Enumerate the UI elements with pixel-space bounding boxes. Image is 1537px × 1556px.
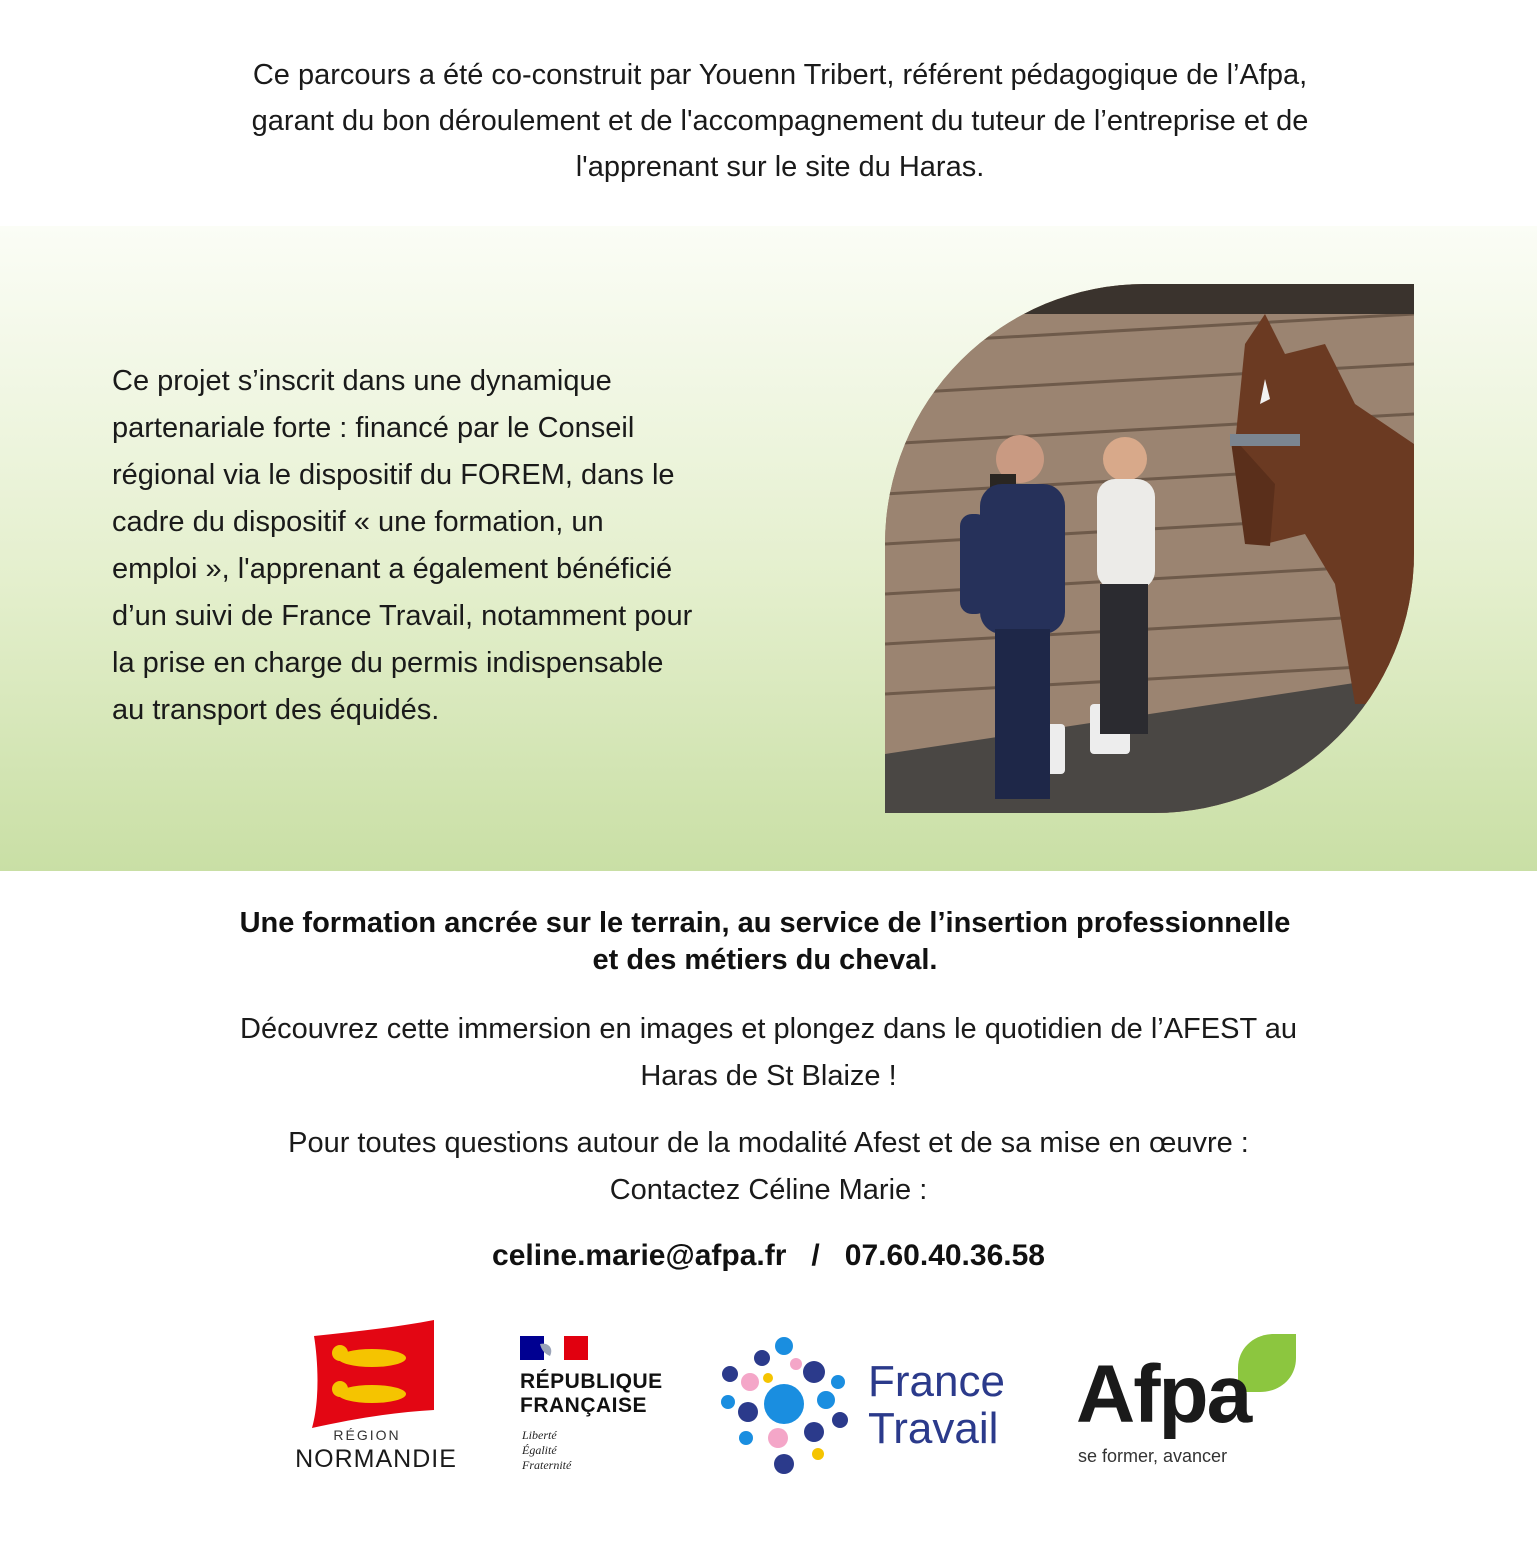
normandie-name-label: NORMANDIE bbox=[295, 1445, 457, 1473]
motto-fraternite: Fraternité bbox=[522, 1458, 572, 1472]
republique-title bbox=[520, 1370, 663, 1418]
intro-line: l'apprenant sur le site du Haras. bbox=[575, 151, 985, 183]
republique-motto bbox=[522, 1428, 571, 1473]
headline-line: Une formation ancrée sur le terrain, au service de l’insertion professionnelle bbox=[239, 907, 1291, 939]
republique-francaise-logo bbox=[516, 1332, 696, 1482]
partnership-line: cadre du dispositif « une formation, un bbox=[112, 506, 604, 538]
partnership-line: emploi », l'apprenant a également bénéficié bbox=[112, 553, 673, 585]
partnership-line: d’un suivi de France Travail, notamment pour bbox=[112, 600, 693, 632]
horse-grooming-illustration bbox=[885, 284, 1414, 813]
republique-line: FRANÇAISE bbox=[520, 1394, 648, 1417]
discover-line: Haras de St Blaize ! bbox=[640, 1060, 897, 1092]
dots-cluster-icon bbox=[718, 1334, 858, 1474]
intro-line: garant du bon déroulement et de l'accompagnement du tuteur de l’entreprise et de bbox=[251, 105, 1309, 137]
region-normandie-logo bbox=[282, 1320, 482, 1500]
contact-line bbox=[300, 1234, 1237, 1278]
partnership-paragraph bbox=[112, 358, 832, 734]
contact-phone[interactable]: 07.60.40.36.58 bbox=[844, 1239, 1045, 1272]
intro-paragraph bbox=[100, 52, 1460, 190]
marianne-icon bbox=[520, 1336, 590, 1366]
motto-egalite: Égalité bbox=[522, 1443, 557, 1457]
normandie-region-label: RÉGION bbox=[333, 1427, 401, 1443]
contact-separator: / bbox=[811, 1239, 820, 1272]
france-travail-line: France bbox=[868, 1357, 1005, 1406]
motto-liberte: Liberté bbox=[522, 1428, 557, 1442]
afpa-logo bbox=[1072, 1330, 1312, 1480]
questions-line: Pour toutes questions autour de la modalité Afest et de sa mise en œuvre : bbox=[288, 1127, 1249, 1159]
france-travail-wordmark bbox=[868, 1358, 1005, 1452]
france-travail-line: Travail bbox=[868, 1404, 999, 1453]
discover-paragraph bbox=[100, 1006, 1437, 1100]
afpa-tagline: se former, avancer bbox=[1078, 1446, 1228, 1466]
partnership-line: partenariale forte : financé par le Conseil bbox=[112, 412, 635, 444]
republique-line: RÉPUBLIQUE bbox=[520, 1370, 663, 1393]
headline bbox=[120, 905, 1410, 979]
partnership-line: la prise en charge du permis indispensable bbox=[112, 647, 664, 679]
partnership-line: régional via le dispositif du FOREM, dans le bbox=[112, 459, 675, 491]
normandy-leopards-icon bbox=[282, 1320, 452, 1430]
headline-line: et des métiers du cheval. bbox=[592, 944, 938, 976]
horse-grooming-photo bbox=[885, 284, 1414, 813]
afpa-wordmark: Afpa bbox=[1076, 1349, 1251, 1440]
questions-line: Contactez Céline Marie : bbox=[609, 1174, 928, 1206]
intro-line: Ce parcours a été co-construit par Youenn Tribert, référent pédagogique de l’Afpa, bbox=[252, 59, 1308, 91]
partnership-line: au transport des équidés. bbox=[112, 694, 440, 726]
partnership-line: Ce projet s’inscrit dans une dynamique bbox=[112, 365, 612, 397]
contact-email-link[interactable]: celine.marie@afpa.fr bbox=[492, 1239, 787, 1272]
france-travail-logo bbox=[718, 1330, 1038, 1480]
discover-line: Découvrez cette immersion en images et plongez dans le quotidien de l’AFEST au bbox=[240, 1013, 1297, 1045]
questions-paragraph bbox=[100, 1120, 1437, 1214]
